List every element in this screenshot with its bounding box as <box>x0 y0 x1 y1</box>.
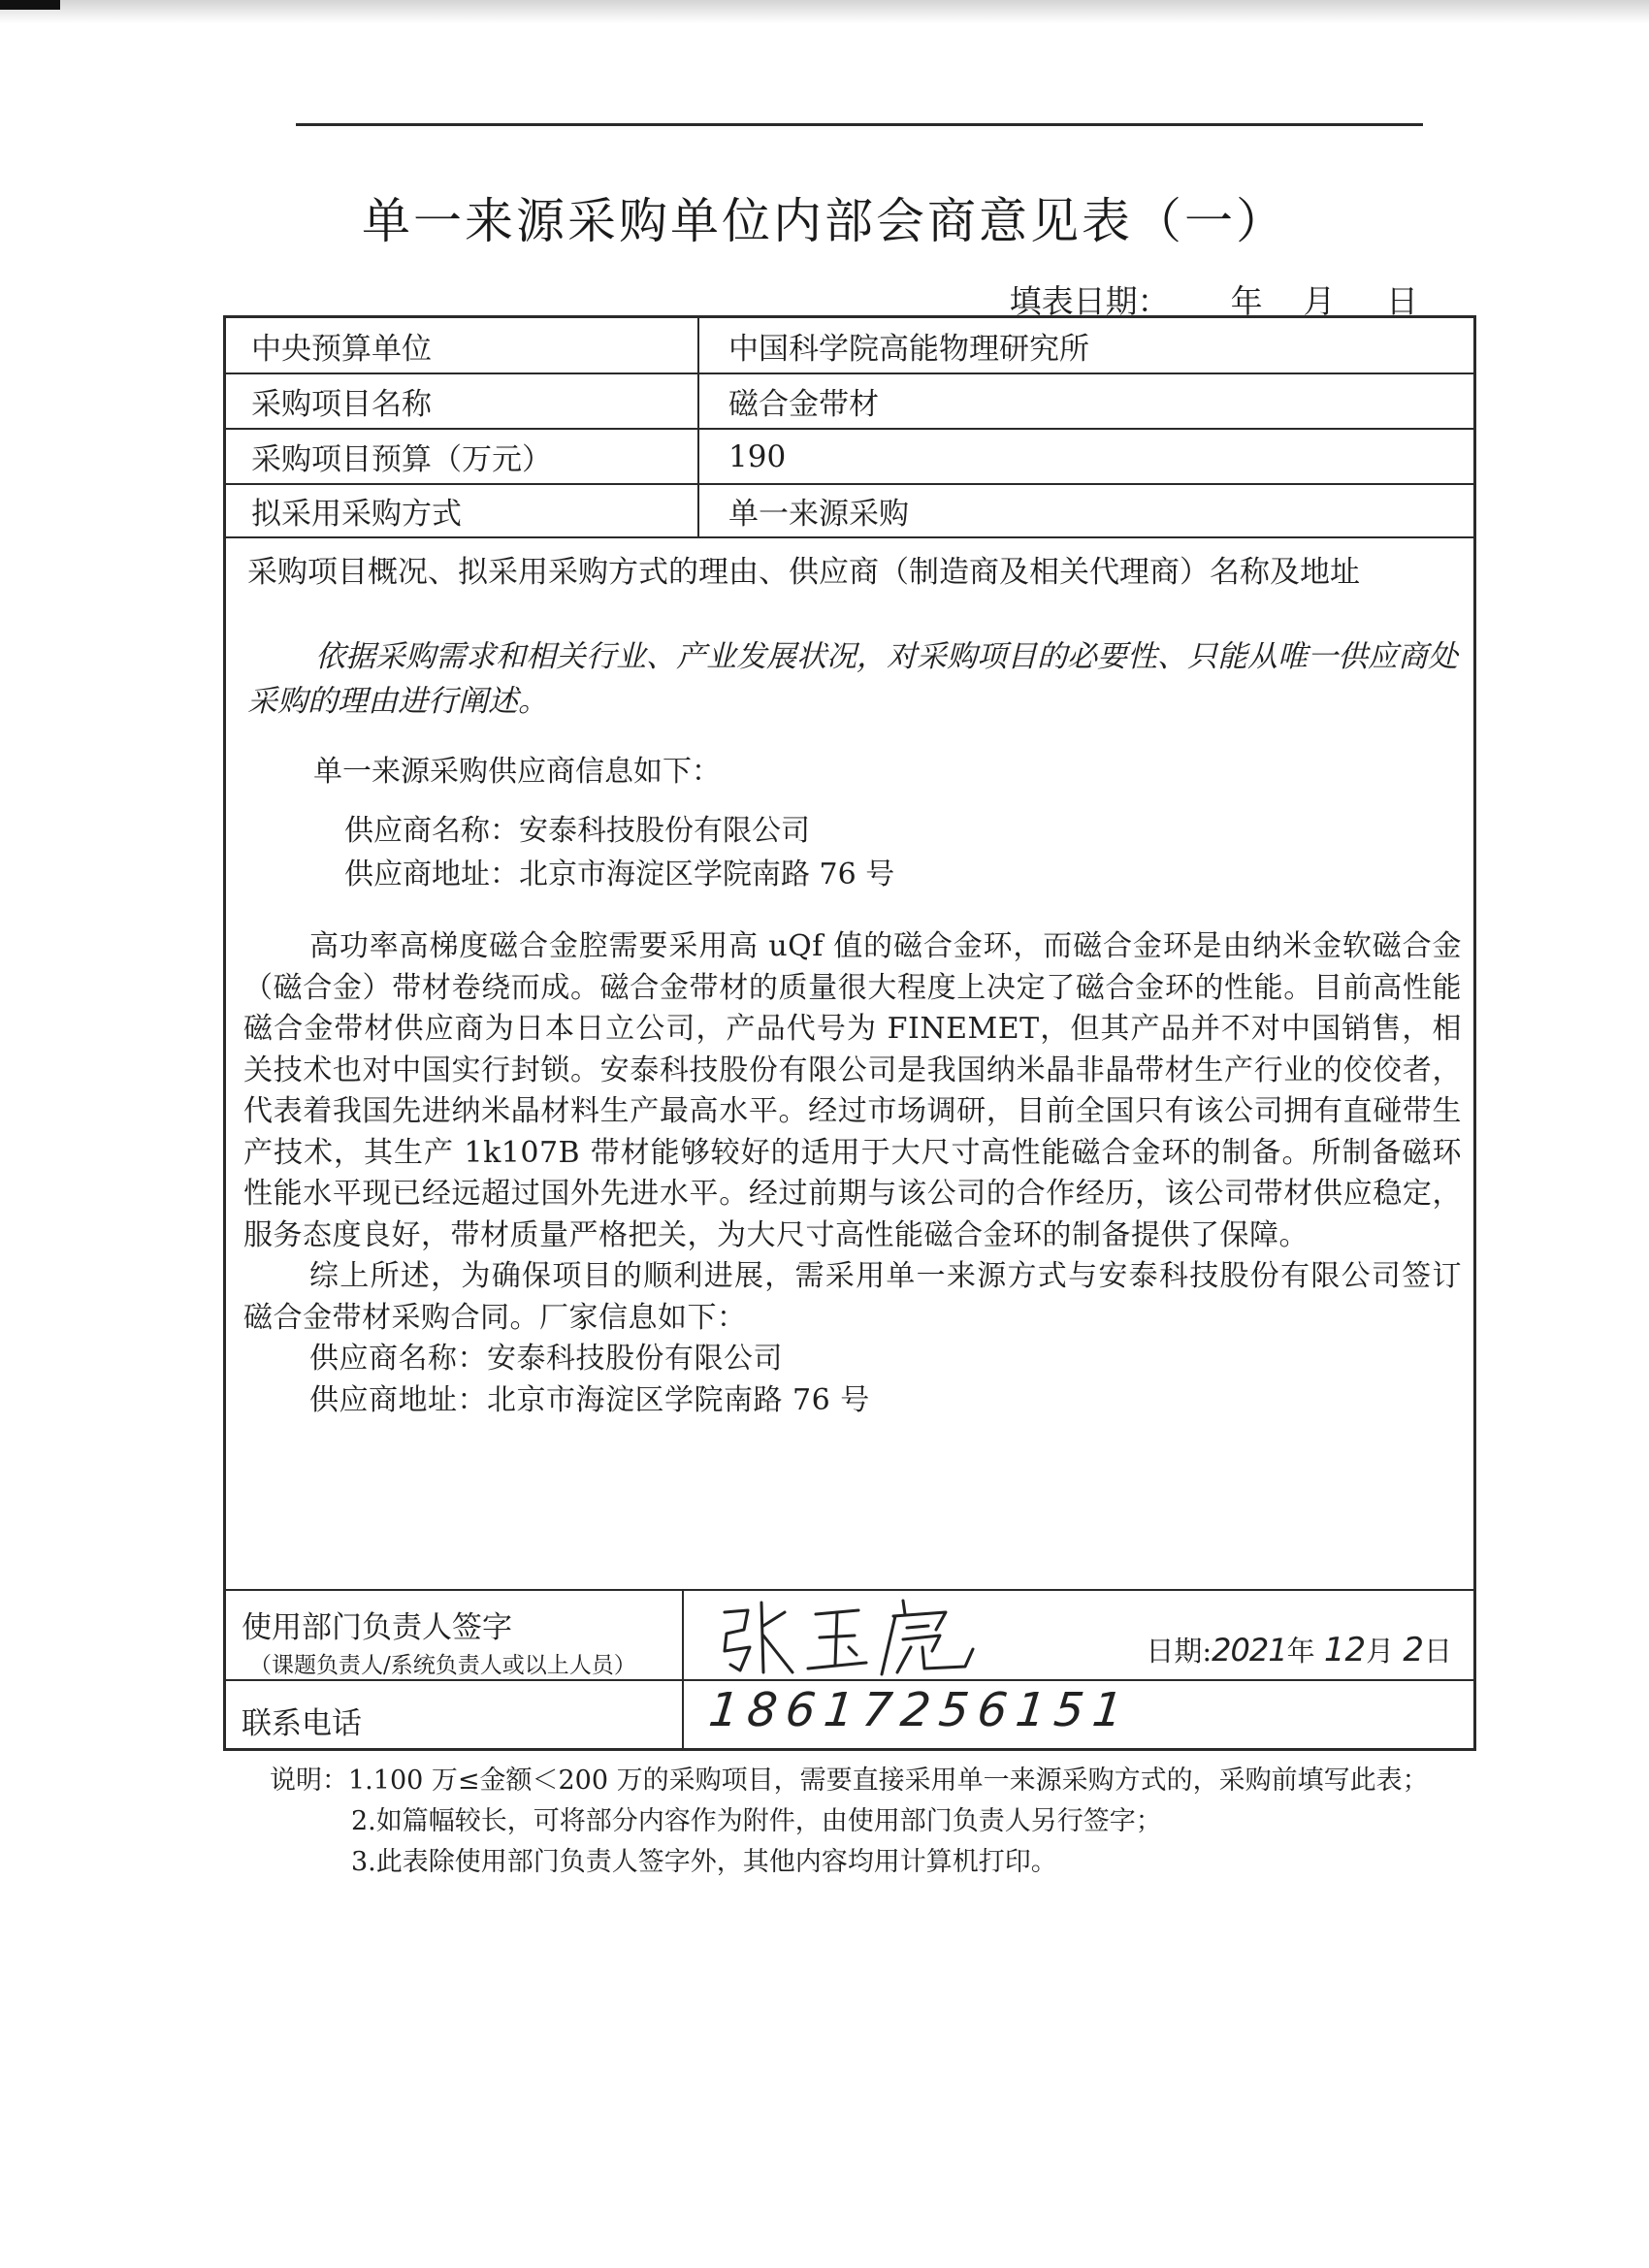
signature-month-unit: 月 <box>1366 1635 1395 1668</box>
justification-paragraph: 高功率高梯度磁合金腔需要采用高 uQf 值的磁合金环，而磁合金环是由纳米金软磁合金（磁合金）带材卷绕而成。磁合金带材的质量很大程度上决定了磁合金环的性能。目前高性能磁合金带材供应商为日本日立公司，产品代号为 FINEMET，但其产品并不对中国销售，相关技术也对中国实行封锁。安泰科技股份有限公司是我国纳米晶非晶带材生产行业的佼佼者，代表着我国先进纳米晶材料生产最高水平。经过市场调研，目前全国只有该公司拥有直碰带生产技术，其生产 1k107B 带材能够较好的适用于大尺寸高性能磁合金环的制备。所制备磁环性能水平现已经远超过国外先进水平。经过前期与该公司的合作经历，该公司带材供应稳定，服务态度良好，带材质量严格把关，为大尺寸高性能磁合金环的制备提供了保障。 <box>243 929 1462 1252</box>
field-label: 采购项目名称 <box>226 374 699 428</box>
field-row-procurement-method <box>226 485 1473 538</box>
signature-date-month: 12 <box>1323 1631 1367 1669</box>
signature-row <box>226 1589 1473 1681</box>
section-heading: 采购项目概况、拟采用采购方式的理由、供应商（制造商及相关代理商）名称及地址 <box>247 555 1360 590</box>
fill-date-month-unit: 月 <box>1303 282 1336 320</box>
signature-label-cell <box>226 1591 684 1679</box>
field-row-project-budget <box>226 430 1473 485</box>
field-row-budget-unit <box>226 318 1473 374</box>
handwritten-signature <box>703 1591 1014 1683</box>
signature-sublabel: （课题负责人/系统负责人或以上人员） <box>249 1653 636 1678</box>
scan-edge-shadow <box>0 0 1649 23</box>
footnote-2: 2.如篇幅较长，可将部分内容作为附件，由使用部门负责人另行签字； <box>351 1806 1162 1836</box>
header-rule <box>296 123 1423 126</box>
signature-label: 使用部门负责人签字 <box>242 1610 512 1645</box>
field-value: 中国科学院高能物理研究所 <box>728 331 1089 367</box>
field-value: 单一来源采购 <box>728 497 909 532</box>
supplier-intro: 单一来源采购供应商信息如下： <box>313 755 721 789</box>
conclusion-paragraph: 综上所述，为确保项目的顺利进展，需采用单一来源方式与安泰科技股份有限公司签订磁合金带材采购合同。厂家信息如下： <box>243 1259 1462 1335</box>
field-value: 磁合金带材 <box>728 387 879 422</box>
body-supplier-address: 供应商地址：北京市海淀区学院南路 76 号 <box>309 1382 870 1417</box>
field-label: 拟采用采购方式 <box>226 485 699 536</box>
field-row-project-name <box>226 374 1473 430</box>
phone-label: 联系电话 <box>242 1706 362 1741</box>
justification-body <box>243 926 1462 1421</box>
document-title: 单一来源采购单位内部会商意见表（一） <box>362 193 1287 249</box>
supplier-name-line: 供应商名称：安泰科技股份有限公司 <box>344 814 810 848</box>
scan-corner-mark <box>0 0 60 10</box>
field-label: 中央预算单位 <box>226 318 699 373</box>
fill-date-label: 填表日期： <box>1009 282 1170 320</box>
signature-date <box>1146 1630 1452 1669</box>
signature-date-label: 日期: <box>1146 1635 1212 1668</box>
footnote-3: 3.此表除使用部门负责人签字外，其他内容均用计算机打印。 <box>351 1847 1057 1877</box>
signature-year-unit: 年 <box>1286 1635 1315 1668</box>
guidance-text: 依据采购需求和相关行业、产业发展状况，对采购项目的必要性、只能从唯一供应商处采购的理由进行阐述。 <box>247 639 1458 719</box>
phone-label-cell <box>226 1681 684 1751</box>
signature-date-year: 2021 <box>1212 1632 1287 1669</box>
field-label: 采购项目预算（万元） <box>226 430 699 483</box>
fill-date-day-unit: 日 <box>1386 282 1418 320</box>
supplier-address-line: 供应商地址：北京市海淀区学院南路 76 号 <box>344 858 895 891</box>
footnotes <box>270 1761 1429 1883</box>
phone-value: 18617256151 <box>706 1683 1134 1737</box>
footnote-1: 说明：1.100 万≤金额＜200 万的采购项目，需要直接采用单一来源采购方式的，采购前填写此表； <box>270 1766 1429 1796</box>
phone-row <box>226 1681 1473 1751</box>
signature-day-unit: 日 <box>1423 1635 1452 1668</box>
body-supplier-name: 供应商名称：安泰科技股份有限公司 <box>309 1342 783 1376</box>
signature-date-day: 2 <box>1403 1631 1424 1669</box>
fill-date-year-unit: 年 <box>1230 282 1263 320</box>
field-value: 190 <box>728 438 787 474</box>
opinion-form <box>223 315 1476 1751</box>
